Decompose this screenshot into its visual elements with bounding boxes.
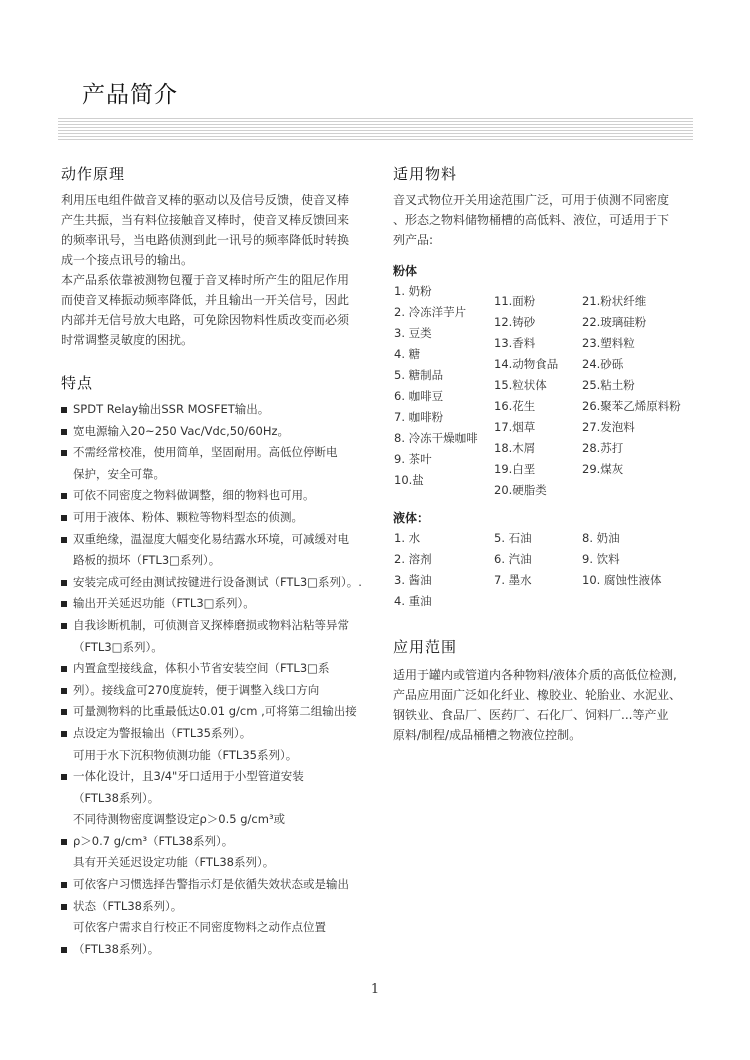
powder-item: 28.苏打 — [582, 441, 624, 455]
powder-item: 1. 奶粉 — [394, 284, 432, 298]
powder-heading: 粉体 — [393, 264, 418, 278]
materials-intro-line: 、形态之物料储物桶槽的高低料、液位，可适用于下 — [393, 213, 670, 227]
materials-intro-line: 音叉式物位开关用途范围广泛，可用于侦测不同密度 — [393, 193, 670, 207]
features-heading: 特点 — [61, 374, 94, 392]
application-line: 钢铁业、食品厂、医药厂、石化厂、饲料厂...等产业 — [393, 708, 669, 722]
principle-line: 利用压电组件做音叉棒的驱动以及信号反馈，使音叉棒 — [61, 193, 350, 207]
feature-item: 可用于水下沉积物侦测功能（FTL35系列）。 — [73, 747, 298, 762]
powder-item: 7. 咖啡粉 — [394, 410, 444, 424]
powder-item: 25.粘土粉 — [582, 378, 635, 392]
powder-item: 2. 冷冻洋芋片 — [394, 305, 467, 319]
feature-item: 路板的损坏（FTL3□系列）。 — [73, 553, 221, 568]
powder-item: 5. 糖制品 — [394, 368, 444, 382]
liquid-item: 7. 墨水 — [494, 573, 532, 587]
powder-item: 26.聚苯乙烯原料粉 — [582, 399, 681, 413]
feature-item: 宽电源输入20~250 Vac/Vdc,50/60Hz。 — [61, 421, 381, 443]
liquid-item: 3. 酱油 — [394, 573, 432, 587]
feature-item: 不同待测物密度调整设定ρ＞0.5 g/cm³或 — [73, 812, 286, 827]
powder-item: 24.砂砾 — [582, 357, 624, 371]
powder-item: 6. 咖啡豆 — [394, 389, 444, 403]
feature-item: 具有开关延迟设定功能（FTL38系列）。 — [73, 855, 275, 870]
powder-item: 21.粉状纤维 — [582, 294, 647, 308]
page-title: 产品简介 — [82, 82, 178, 108]
feature-item: 可依不同密度之物料做调整，细的物料也可用。 — [61, 485, 381, 507]
principle-line: 内部并无信号放大电路，可免除因物料性质改变而必须 — [61, 313, 350, 327]
powder-item: 27.发泡料 — [582, 420, 635, 434]
powder-item: 29.煤灰 — [582, 462, 624, 476]
title-rule — [58, 118, 693, 140]
feature-item: ρ＞0.7 g/cm³（FTL38系列）。 — [61, 831, 381, 853]
feature-item: 输出开关延迟功能（FTL3□系列）。 — [61, 593, 381, 615]
powder-item: 18.木屑 — [494, 441, 536, 455]
page-number: 1 — [370, 982, 380, 997]
principle-heading: 动作原理 — [61, 165, 126, 183]
liquid-item: 1. 水 — [394, 531, 421, 545]
powder-item: 23.塑料粒 — [582, 336, 635, 350]
feature-item: SPDT Relay输出SSR MOSFET输出。 — [61, 399, 381, 421]
powder-item: 17.烟草 — [494, 420, 536, 434]
application-line: 产品应用面广泛如化纤业、橡胶业、轮胎业、水泥业、 — [393, 688, 682, 702]
powder-item: 4. 糖 — [394, 347, 421, 361]
materials-intro — [393, 190, 713, 250]
features-list — [61, 399, 381, 960]
liquid-item: 8. 奶油 — [582, 531, 620, 545]
feature-item: 可依客户需求自行校正不同密度物料之动作点位置 — [73, 920, 326, 935]
powder-column-1 — [394, 281, 478, 491]
liquid-item: 9. 饮料 — [582, 552, 620, 566]
right-column — [393, 160, 713, 745]
application-line: 适用于罐内或管道内各种物料/液体介质的高低位检测, — [393, 668, 677, 682]
feature-item: 可量测物料的比重最低达0.01 g/cm ,可将第二组输出接 — [61, 701, 381, 723]
liquid-item: 4. 重油 — [394, 594, 432, 608]
powder-item: 9. 茶叶 — [394, 452, 432, 466]
liquid-list — [393, 528, 713, 614]
feature-item: 内置盒型接线盒，体积小节省安装空间（FTL3□系 — [61, 658, 381, 680]
powder-item: 13.香料 — [494, 336, 536, 350]
feature-item: （FTL3□系列）。 — [73, 639, 163, 654]
feature-item: 可用于液体、粉体、颗粒等物料型态的侦测。 — [61, 507, 381, 529]
left-column — [61, 160, 381, 960]
feature-item: 保护，安全可靠。 — [73, 466, 165, 481]
feature-item: 可依客户习惯选择告警指示灯是依循失效状态或是输出 — [61, 874, 381, 896]
materials-heading: 适用物料 — [393, 165, 458, 183]
powder-item: 12.铸砂 — [494, 315, 536, 329]
feature-item: （FTL38系列）。 — [61, 939, 381, 961]
materials-intro-line: 列产品: — [393, 233, 434, 247]
powder-item: 10.盐 — [394, 473, 424, 487]
application-heading: 应用范围 — [393, 638, 458, 656]
feature-item: 一体化设计，且3/4"牙口适用于小型管道安装 — [61, 766, 381, 788]
principle-line: 时常调整灵敏度的困扰。 — [61, 333, 194, 347]
feature-item: 安装完成可经由测试按键进行设备测试（FTL3□系列）。. — [61, 572, 381, 594]
powder-item: 16.花生 — [494, 399, 536, 413]
feature-item: 双重绝缘，温湿度大幅变化易结露水环境，可减缓对电 — [61, 529, 381, 551]
powder-item: 3. 豆类 — [394, 326, 432, 340]
liquid-item: 2. 溶剂 — [394, 552, 432, 566]
principle-line: 而使音叉棒振动频率降低，并且输出一开关信号，因此 — [61, 293, 350, 307]
liquid-heading: 液体： — [393, 511, 430, 525]
feature-item: 点设定为警报输出（FTL35系列）。 — [61, 723, 381, 745]
liquid-item: 5. 石油 — [494, 531, 532, 545]
principle-line: 产生共振，当有料位接触音叉棒时，使音叉棒反馈回来 — [61, 213, 350, 227]
feature-item: （FTL38系列）。 — [73, 790, 160, 805]
feature-item: 自我诊断机制，可侦测音叉探棒磨损或物料沾粘等异常 — [61, 615, 381, 637]
liquid-item: 10. 腐蚀性液体 — [582, 573, 662, 587]
powder-list — [393, 281, 713, 503]
liquid-column-3 — [582, 528, 661, 591]
principle-line: 成一个接点讯号的输出。 — [61, 253, 194, 267]
powder-item: 15.粒状体 — [494, 378, 547, 392]
feature-item: 不需经常校准，使用简单，坚固耐用。高低位停断电 — [61, 442, 381, 464]
powder-column-2 — [494, 291, 558, 501]
application-line: 原料/制程/成品桶槽之物液位控制。 — [393, 728, 582, 742]
powder-item: 8. 冷冻干燥咖啡 — [394, 431, 478, 445]
powder-item: 19.白垩 — [494, 462, 536, 476]
powder-item: 11.面粉 — [494, 294, 536, 308]
liquid-column-2 — [494, 528, 532, 591]
liquid-column-1 — [394, 528, 432, 612]
powder-column-3 — [582, 291, 681, 480]
feature-item: 状态（FTL38系列）。 — [61, 896, 381, 918]
principle-line: 的频率讯号，当电路侦测到此一讯号的频率降低时转换 — [61, 233, 350, 247]
principle-line: 本产品系依靠被测物包覆于音叉棒时所产生的阻尼作用 — [61, 273, 350, 287]
powder-item: 22.玻璃硅粉 — [582, 315, 647, 329]
powder-item: 14.动物食品 — [494, 357, 559, 371]
application-paragraph — [393, 665, 713, 745]
powder-item: 20.硬脂类 — [494, 483, 547, 497]
principle-paragraph — [61, 190, 381, 350]
feature-item: 列）。接线盒可270度旋转，便于调整入线口方向 — [61, 680, 381, 702]
liquid-item: 6. 汽油 — [494, 552, 532, 566]
